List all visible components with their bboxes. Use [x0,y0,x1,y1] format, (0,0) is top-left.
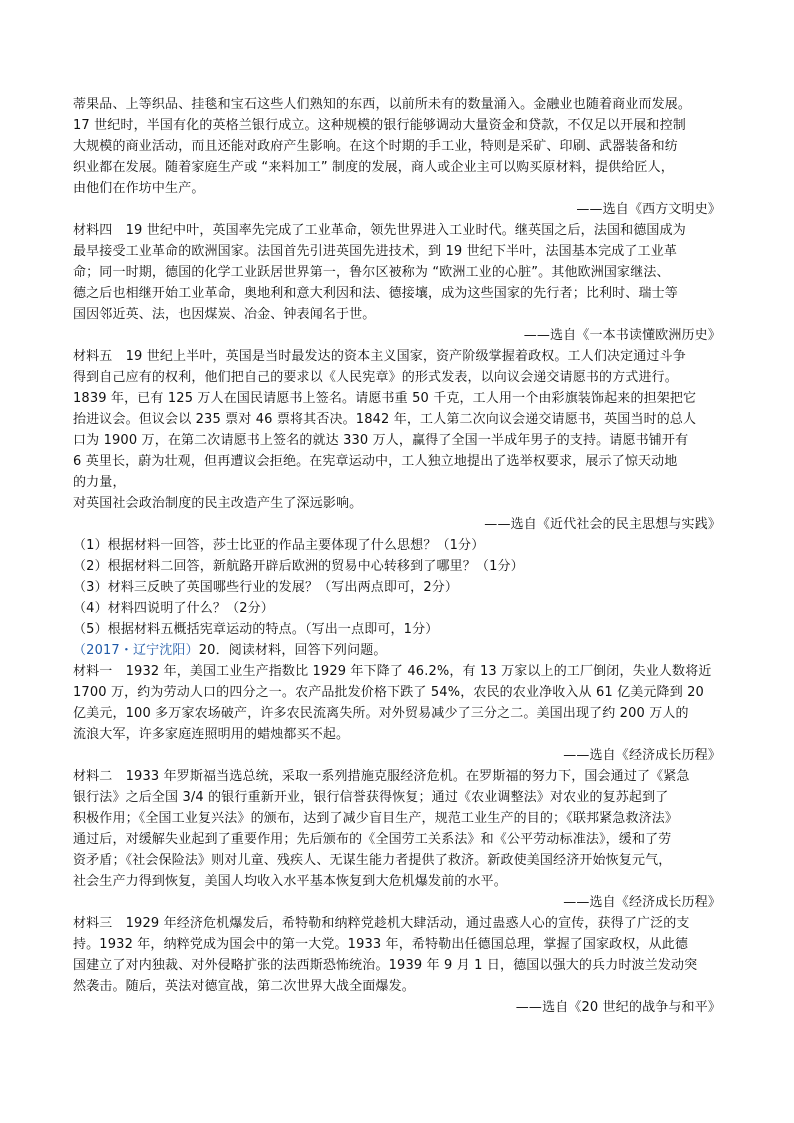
text-line: 得到自己应有的权利，他们把自己的要求以《人民宪章》的形式发表，以向议会递交请愿书的方式进行。 [73,370,678,385]
text-line: 材料四 19 世纪中叶，英国率先完成了工业革命，领先世界进入工业时代。继英国之后，法国和德国成为 [73,223,686,238]
document-page [73,94,721,1018]
text-line: 通过后，对缓解失业起到了重要作用；先后颁布的《全国劳工关系法》和《公平劳动标准法》，缓和了劳 [73,832,672,847]
question-5: （5）根据材料五概括宪章运动的特点。（写出一点即可，1分） [73,622,439,637]
text-line: 17 世纪时，半国有化的英格兰银行成立。这种规模的银行能够调动大量资金和贷款，不仅足以开展和控制 [73,118,686,133]
citation: ——选自《近代社会的民主思想与实践》 [484,517,721,532]
text-line: 亿美元，100 多万家农场破产，许多农民流离失所。对外贸易减少了三分之二。美国出现了约 200 万人的 [73,706,689,721]
question-title: 20．阅读材料，回答下列问题。 [198,643,387,658]
text-line: 对英国社会政治制度的民主改造产生了深远影响。 [73,496,363,511]
citation: ——选自《20 世纪的战争与和平》 [515,1000,721,1015]
text-line: 持。1932 年，纳粹党成为国会中的第一大党。1933 年，希特勒出任德国总理，掌握了国家政权，从此德 [73,937,689,952]
text-line: 国建立了对内独裁、对外侵略扩张的法西斯恐怖统治。1939 年 9 月 1 日，德国以强大的兵力时波兰发动突 [73,958,698,973]
text-line: 命；同一时期，德国的化学工业跃居世界第一，鲁尔区被称为 “欧洲工业的心脏”。其他欧洲国家继法、 [73,265,670,280]
text-line: 6 英里长，蔚为壮观，但再遭议会拒绝。在宪章运动中，工人独立地提出了选举权要求，展示了惊天动地 [73,454,678,469]
citation: ——选自《经济成长历程》 [563,895,721,910]
text-line: 银行法》之后全国 3/4 的银行重新开业，银行信誉获得恢复；通过《农业调整法》对农业的复苏起到了 [73,790,669,805]
question-source: （2017・辽宁沈阳） [73,643,199,658]
text-line: 材料五 19 世纪上半叶，英国是当时最发达的资本主义国家，资产阶级掌握着政权。工人们决定通过斗争 [73,349,686,364]
text-line: 材料二 1933 年罗斯福当选总统，采取一系列措施克服经济危机。在罗斯福的努力下，国会通过了《紧急 [73,769,690,784]
question-3: （3）材料三反映了英国哪些行业的发展？（写出两点即可，2分） [73,580,459,595]
text-line: 由他们在作坊中生产。 [73,181,205,196]
question-4: （4）材料四说明了什么？（2分） [73,601,274,616]
text-line: 材料一 1932 年，美国工业生产指数比 1929 年下降了 46.2%，有 13 万家以上的工厂倒闭，失业人数将近 [73,664,712,679]
text-line: 织业都在发展。随着家庭生产或 “来料加工” 制度的发展，商人或企业主可以购买原材料，提供给匠人， [73,160,674,175]
question-2: （2）根据材料二回答，新航路开辟后欧洲的贸易中心转移到了哪里？（1分） [73,559,524,574]
citation: ——选自《经济成长历程》 [563,748,721,763]
text-line: 资矛盾；《社会保险法》则对儿童、残疾人、无谋生能力者提供了救济。新政使美国经济开始恢复元气， [73,853,672,868]
question-1: （1）根据材料一回答，莎士比亚的作品主要体现了什么思想？（1分） [73,538,485,553]
text-line: 然袭击。随后，英法对德宣战，第二次世界大战全面爆发。 [73,979,415,994]
text-line: 抬进议会。但议会以 235 票对 46 票将其否决。1842 年，工人第二次向议会递交请愿书，英国当时的总人 [73,412,697,427]
text-line: 大规模的商业活动，而且还能对政府产生影响。在这个时期的手工业，特则是采矿、印刷、武器装备和纺 [73,139,678,154]
text-line: 流浪大军，许多家庭连照明用的蜡烛都买不起。 [73,727,350,742]
citation: ——选自《西方文明史》 [576,202,721,217]
text-line: 材料三 1929 年经济危机爆发后，希特勒和纳粹党趁机大肆活动，通过蛊惑人心的宣传，获得了广泛的支 [73,916,690,931]
text-line: 1839 年，已有 125 万人在国民请愿书上签名。请愿书重 50 千克，工人用一个由彩旗装饰起来的担架把它 [73,391,697,406]
text-line: 德之后也相继开始工业革命，奥地利和意大利因和法、德接壤，成为这些国家的先行者；比利时、瑞士等 [73,286,678,301]
text-line: 的力量， [73,475,126,490]
text-line: 社会生产力得到恢复，美国人均收入水平基本恢复到大危机爆发前的水平。 [73,874,507,889]
citation: ——选自《一本书读懂欧洲历史》 [523,328,721,343]
text-line: 积极作用；《全国工业复兴法》的颁布，达到了减少盲目生产，规范工业生产的目的；《联邦紧急救济法》 [73,811,679,826]
question-header [73,640,721,661]
text-line: 1700 万，约为劳动人口的四分之一。农产品批发价格下跌了 54%，农民的农业净收入从 61 亿美元降到 20 [73,685,704,700]
text-line: 蒂果品、上等织品、挂毯和宝石这些人们熟知的东西，以前所未有的数量涌入。金融业也随着商业而发展。 [73,97,692,112]
text-line: 国因邻近英、法，也因煤炭、冶金、钟表闻名于世。 [73,307,376,322]
text-line: 最早接受工业革命的欧洲国家。法国首先引进英国先进技术，到 19 世纪下半叶，法国基本完成了工业革 [73,244,678,259]
text-line: 口为 1900 万，在第二次请愿书上签名的就达 330 万人，赢得了全国一半成年男子的支持。请愿书铺开有 [73,433,689,448]
